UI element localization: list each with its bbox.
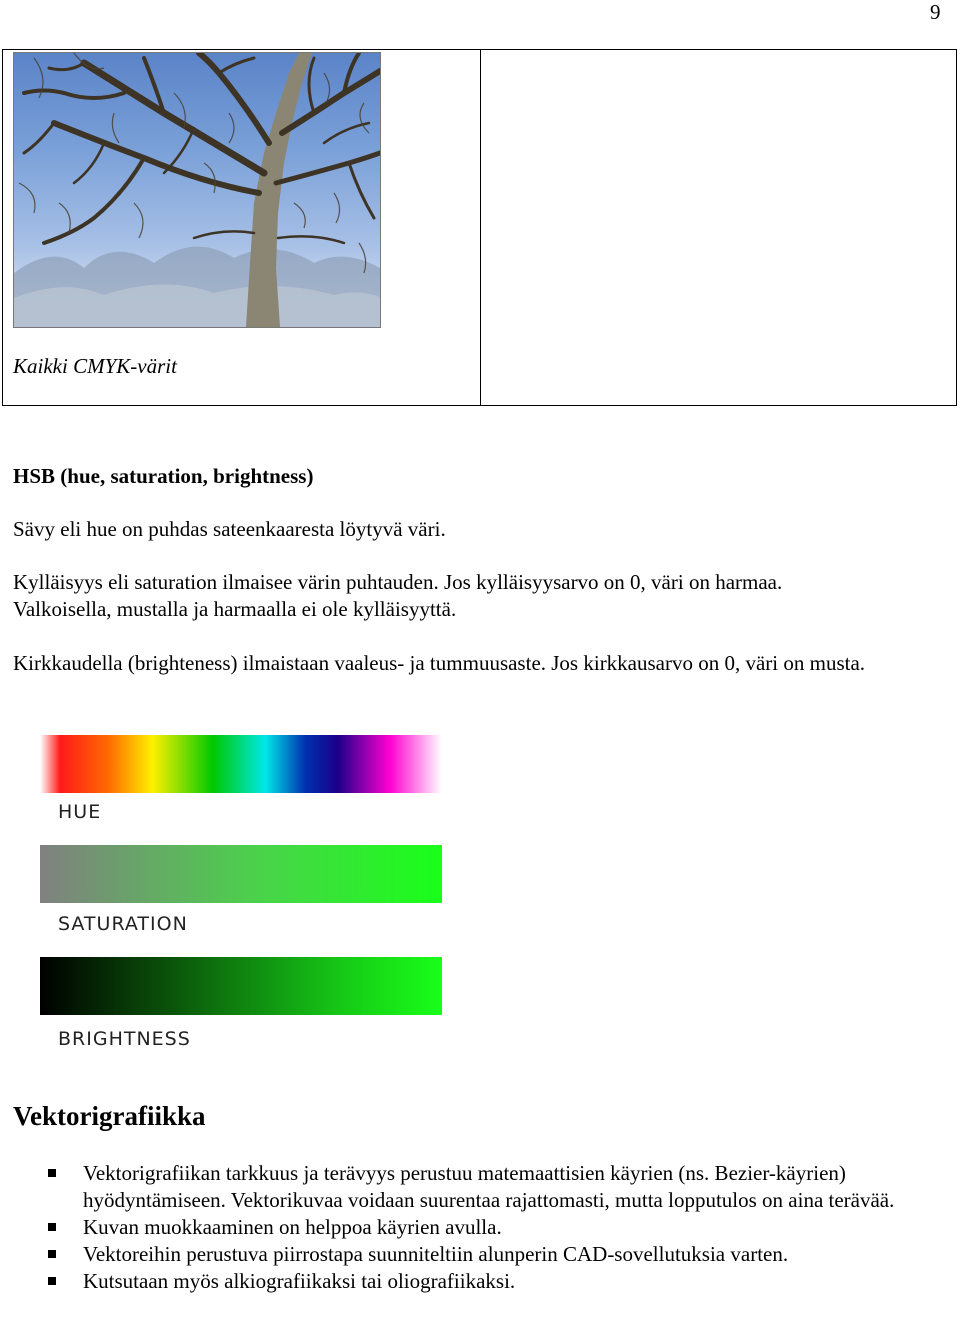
tree-photo <box>13 52 381 328</box>
page-number: 9 <box>930 0 941 24</box>
list-item <box>0 1214 960 1241</box>
figure-cell-image <box>3 50 481 405</box>
figure-cell-empty <box>481 50 956 405</box>
brightness-label: BRIGHTNESS <box>58 1028 191 1050</box>
list-item <box>0 1268 960 1295</box>
vektorigrafiikka-heading: Vektorigrafiikka <box>13 1101 206 1131</box>
square-bullet-icon <box>48 1223 56 1231</box>
list-item-text: Vektorigrafiikan tarkkuus ja terävyys perustuu matemaattisien käyrien (ns. Bezier-käyrien) hyödyntämiseen. Vektorikuvaa voidaan suurentaa rajattomasti, mutta lopputulos on aina terävää. <box>83 1161 895 1212</box>
list-item <box>0 1241 960 1268</box>
square-bullet-icon <box>48 1169 56 1177</box>
brightness-gradient-bar <box>40 957 442 1015</box>
brightness-paragraph: Kirkkaudella (brighteness) ilmaistaan vaaleus- ja tummuusaste. Jos kirkkausarvo on 0, väri on musta. <box>13 651 866 675</box>
list-item-text: Vektoreihin perustuva piirrostapa suunniteltiin alunperin CAD-sovellutuksia varten. <box>83 1242 789 1266</box>
figure-table <box>2 49 957 406</box>
vektorigrafiikka-list <box>0 1160 960 1295</box>
saturation-label: SATURATION <box>58 913 188 935</box>
list-item-text: Kuvan muokkaaminen on helppoa käyrien avulla. <box>83 1215 502 1239</box>
figure-caption: Kaikki CMYK-värit <box>13 354 177 378</box>
square-bullet-icon <box>48 1277 56 1285</box>
list-item <box>0 1160 960 1214</box>
saturation-paragraph-line1: Kylläisyys eli saturation ilmaisee värin puhtauden. Jos kylläisyysarvo on 0, väri on harmaa. <box>13 570 783 594</box>
hue-label: HUE <box>58 801 102 823</box>
saturation-gradient-bar <box>40 845 442 903</box>
saturation-paragraph-line2: Valkoisella, mustalla ja harmaalla ei ole kylläisyyttä. <box>13 597 457 621</box>
list-item-text: Kutsutaan myös alkiografiikaksi tai oliografiikaksi. <box>83 1269 516 1293</box>
hue-gradient-bar <box>40 735 442 793</box>
hsb-heading: HSB (hue, saturation, brightness) <box>13 464 314 488</box>
hue-paragraph: Sävy eli hue on puhdas sateenkaaresta löytyvä väri. <box>13 517 446 541</box>
square-bullet-icon <box>48 1250 56 1258</box>
